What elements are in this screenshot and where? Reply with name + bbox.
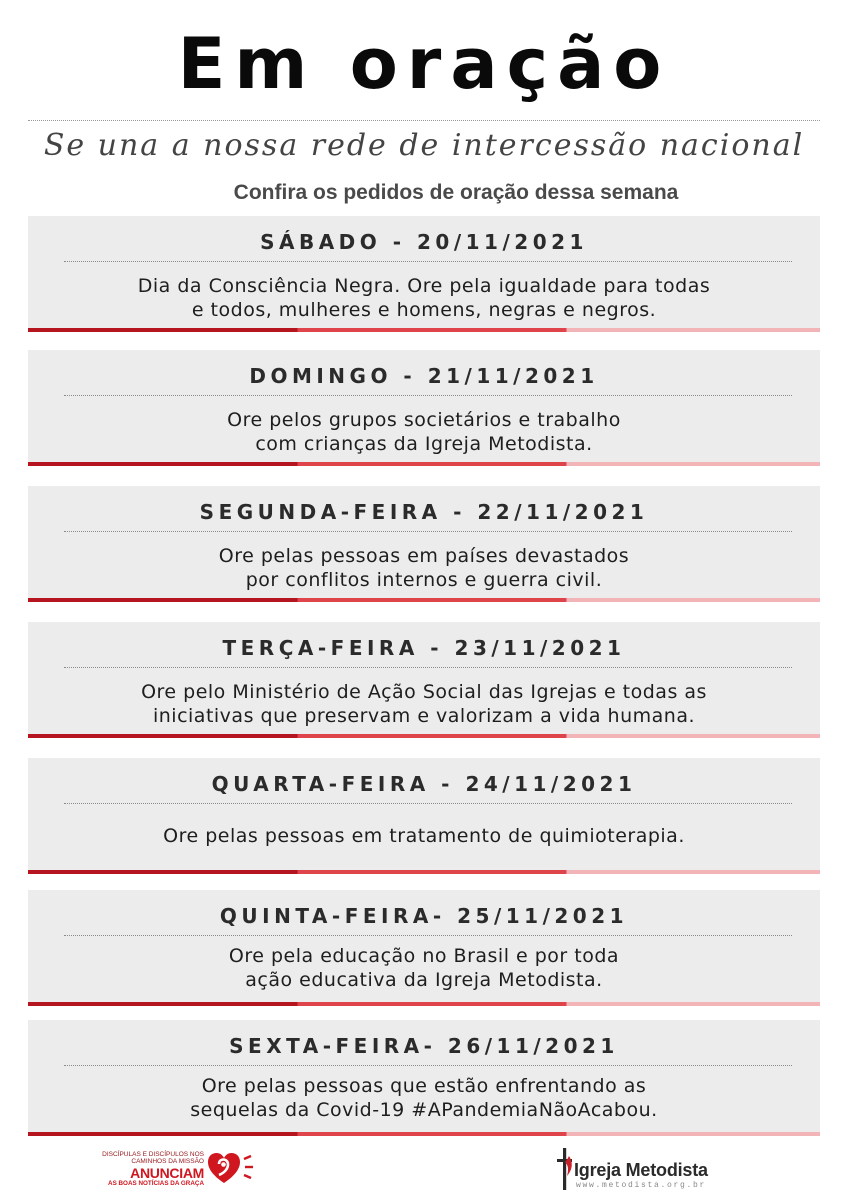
prayer-line: Ore pelas pessoas que estão enfrentando as	[201, 1075, 647, 1097]
subtitle: Confira os pedidos de oração dessa semana	[233, 181, 679, 204]
card-divider	[64, 395, 792, 396]
card-divider	[64, 261, 792, 262]
day-card-thursday	[28, 890, 820, 1006]
card-accent-bar	[28, 598, 820, 602]
script-tagline: Se una a nossa rede de intercessão nacional	[43, 128, 805, 163]
card-divider	[64, 803, 792, 804]
brand-name: Igreja Metodista	[574, 1160, 708, 1180]
prayer-line: por conflitos internos e guerra civil.	[245, 569, 603, 591]
title-divider	[28, 120, 820, 121]
day-card-tuesday	[28, 622, 820, 738]
card-divider	[64, 531, 792, 532]
heart-mark-icon	[206, 1151, 256, 1187]
day-card-wednesday	[28, 758, 820, 874]
card-accent-bar	[28, 870, 820, 874]
prayer-line: com crianças da Igreja Metodista.	[255, 433, 593, 455]
day-heading: QUINTA-FEIRA- 25/11/2021	[219, 904, 629, 928]
card-accent-bar	[28, 1132, 820, 1136]
day-heading: QUARTA-FEIRA - 24/11/2021	[211, 772, 637, 796]
day-card-saturday	[28, 216, 820, 332]
day-card-monday	[28, 486, 820, 602]
prayer-line: ação educativa da Igreja Metodista.	[245, 969, 603, 991]
day-heading: DOMINGO - 21/11/2021	[249, 364, 599, 388]
day-heading: TERÇA-FEIRA - 23/11/2021	[222, 636, 626, 660]
brand-url: www.metodista.org.br	[576, 1181, 707, 1190]
cross-flame-icon	[556, 1146, 574, 1192]
prayer-line: Ore pelos grupos societários e trabalho	[227, 409, 621, 431]
day-heading: SÁBADO - 20/11/2021	[260, 230, 588, 254]
prayer-line: e todos, mulheres e homens, negras e negros.	[191, 299, 657, 321]
card-accent-bar	[28, 734, 820, 738]
day-card-friday	[28, 1020, 820, 1136]
campaign-tagline: AS BOAS NOTÍCIAS DA GRAÇA	[108, 1180, 204, 1187]
day-card-sunday	[28, 350, 820, 466]
prayer-line: Ore pela educação no Brasil e por toda	[228, 945, 620, 967]
prayer-line: sequelas da Covid-19 #APandemiaNãoAcabou.	[190, 1099, 658, 1121]
prayer-line: Dia da Consciência Negra. Ore pela igualdade para todas	[137, 275, 711, 297]
campaign-small-text: CAMINHOS DA MISSÃO	[131, 1158, 204, 1165]
card-accent-bar	[28, 1002, 820, 1006]
day-heading: SEGUNDA-FEIRA - 22/11/2021	[199, 500, 649, 524]
prayer-line: Ore pelas pessoas em tratamento de quimioterapia.	[163, 825, 685, 847]
prayer-line: Ore pelo Ministério de Ação Social das Igrejas e todas as	[141, 681, 707, 703]
prayer-line: iniciativas que preservam e valorizam a vida humana.	[152, 705, 695, 727]
page-title: Em oração	[177, 23, 671, 105]
prayer-text	[28, 274, 820, 322]
campaign-big-text: ANUNCIAM	[130, 1165, 204, 1181]
igreja-metodista-logo	[556, 1144, 736, 1194]
card-divider	[64, 935, 792, 936]
prayer-text	[28, 680, 820, 728]
card-divider	[64, 667, 792, 668]
card-accent-bar	[28, 462, 820, 466]
day-heading: SEXTA-FEIRA- 26/11/2021	[229, 1034, 619, 1058]
campaign-small-text: DISCÍPULAS E DISCÍPULOS NOS	[102, 1151, 204, 1158]
prayer-text	[28, 408, 820, 456]
card-divider	[64, 1065, 792, 1066]
prayer-text	[28, 824, 820, 848]
prayer-text	[28, 544, 820, 592]
prayer-text	[28, 1074, 820, 1122]
prayer-line: Ore pelas pessoas em países devastados	[218, 545, 630, 567]
campaign-logo	[96, 1151, 266, 1187]
prayer-text	[28, 944, 820, 992]
card-accent-bar	[28, 328, 820, 332]
